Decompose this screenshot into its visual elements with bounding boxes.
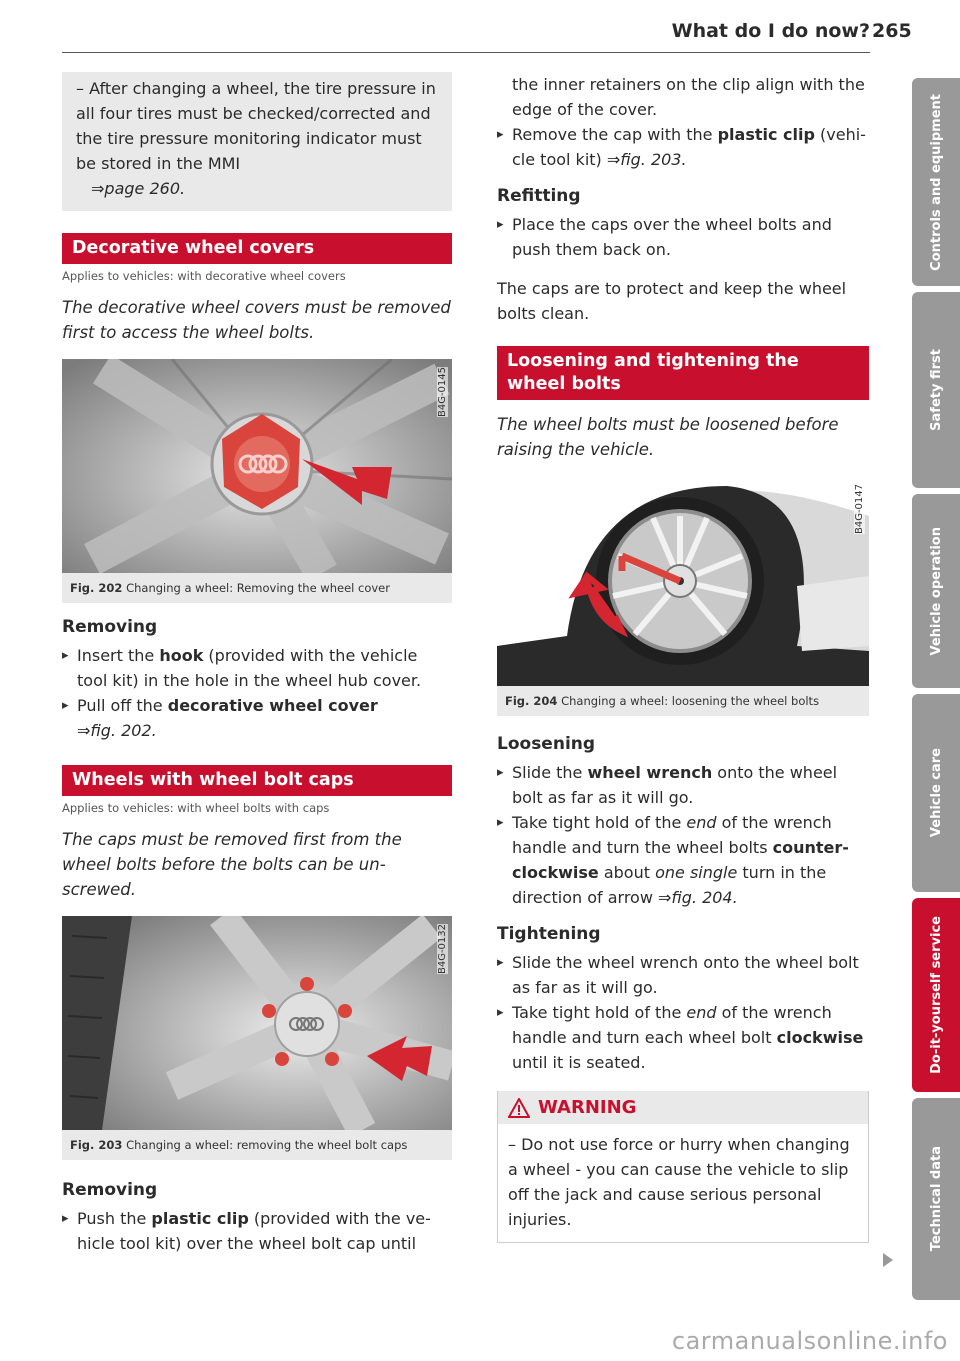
step-italic: end	[686, 1003, 717, 1022]
left-column	[62, 72, 452, 1256]
fig-202-ref[interactable]: ⇒fig. 202.	[77, 721, 157, 740]
tab-label: Safety first	[928, 349, 944, 431]
step-remove-cap	[497, 122, 869, 172]
step-italic: end	[686, 813, 717, 832]
step-bold: clockwise	[776, 1028, 864, 1047]
step-place-caps: ▸ Place the caps over the wheel bolts and push them back on.	[497, 212, 869, 262]
wrench-illustration	[497, 476, 869, 686]
step-push-clip	[62, 1206, 452, 1256]
step-text: turn in the direction of arrow	[512, 863, 827, 907]
subhead-loosening: Loosening	[497, 734, 596, 754]
figure-202	[62, 359, 452, 573]
tab-controls-and-equipment[interactable]	[912, 78, 960, 286]
step-text: Slide the	[512, 763, 588, 782]
step-text: Push the	[77, 1209, 152, 1228]
step-text: about	[598, 863, 656, 882]
warning-triangle-icon	[508, 1098, 530, 1118]
section-title-bolt-caps: Wheels with wheel bolt caps	[62, 765, 452, 796]
tab-vehicle-care[interactable]	[912, 694, 960, 892]
figure-203-caption	[62, 1130, 452, 1160]
tab-label: Do-it-yourself service	[928, 916, 944, 1074]
watermark: carmanualsonline.info	[671, 1327, 948, 1355]
figure-203	[62, 916, 452, 1130]
subhead-tightening: Tightening	[497, 924, 601, 944]
tab-label: Technical data	[928, 1146, 944, 1252]
fig-204-ref[interactable]: ⇒fig. 204.	[658, 888, 738, 907]
header-rule	[62, 52, 870, 53]
tab-vehicle-operation[interactable]	[912, 494, 960, 688]
warning-text: – Do not use force or hurry when changing a wheel - you can cause the vehicle to slip off the jack and cause serious personal injuries.	[508, 1135, 850, 1229]
subhead-refitting: Refitting	[497, 186, 581, 206]
step-text: (provided with the vehicle tool kit) in the hole in the wheel hub cover.	[77, 646, 422, 690]
tab-label: Vehicle care	[928, 748, 944, 838]
figure-202-caption	[62, 573, 452, 603]
step-slide-wrench	[497, 760, 869, 810]
step-text: Pull off the	[77, 696, 168, 715]
note-text	[76, 76, 442, 176]
continued-text: the inner retainers on the clip align with the edge of the cover.	[512, 75, 865, 119]
tire-pressure-note	[62, 72, 452, 211]
figure-code: B4G-0147	[854, 484, 865, 535]
tab-technical-data[interactable]	[912, 1098, 960, 1300]
step-text: (provided with the vehicle tool kit) over the wheel bolt cap until	[77, 1209, 431, 1253]
step-text: Take tight hold of the	[512, 813, 687, 832]
bolt-cap-illustration	[62, 916, 452, 1130]
fig-label: Fig. 204	[505, 694, 558, 708]
figure-204	[497, 476, 869, 686]
figure-code: B4G-0132	[437, 924, 448, 975]
fig-203-ref[interactable]: ⇒fig. 203.	[606, 150, 687, 169]
subhead-removing-caps: Removing	[62, 1180, 158, 1200]
warning-title: WARNING	[538, 1097, 637, 1118]
step-bold: plastic clip	[717, 125, 815, 144]
caps-purpose-text: The caps are to protect and keep the wheel bolts clean.	[497, 279, 847, 323]
step-bold: hook	[159, 646, 204, 665]
step-text: Remove the cap with the	[512, 125, 718, 144]
warning-box	[497, 1091, 869, 1243]
step-bold: decorative wheel cover	[167, 696, 378, 715]
step-slide-wrench-tighten: ▸ Slide the wheel wrench onto the wheel bolt as far as it will go.	[497, 950, 869, 1000]
warning-header	[498, 1091, 868, 1124]
applies-to-decorative: Applies to vehicles: with decorative wheel covers	[62, 269, 346, 283]
step-text: (vehicle tool kit)	[512, 125, 866, 169]
fig-label: Fig. 202	[70, 581, 123, 595]
step-turn-counterclockwise	[497, 810, 869, 910]
wheel-cover-illustration	[62, 359, 452, 573]
fig-caption-text: Changing a wheel: Removing the wheel cover	[126, 581, 390, 595]
step-bold: counterclockwise	[512, 838, 849, 882]
step-text: Insert the	[77, 646, 160, 665]
step-bold: wheel wrench	[587, 763, 713, 782]
page-number: 265	[872, 20, 912, 42]
right-column	[497, 72, 869, 1243]
note-page-ref[interactable]: ⇒page 260.	[91, 179, 186, 198]
section-title-loosening: Loosening and tightening the wheel bolts	[497, 346, 869, 400]
tab-label: Controls and equipment	[928, 93, 944, 271]
note-body: – After changing a wheel, the tire pressure in all four tires must be checked/corrected and the tire pressure monitoring indicator must be stored in the MMI	[76, 79, 436, 173]
tab-do-it-yourself-service[interactable]	[912, 898, 960, 1092]
tab-label: Vehicle operation	[928, 526, 944, 656]
step-text: of the wrench handle and turn each wheel bolt	[512, 1003, 832, 1047]
step-text: of the wrench handle and turn the wheel bolts	[512, 813, 832, 857]
step-text: onto the wheel bolt as far as it will go.	[512, 763, 838, 807]
fig-caption-text: Changing a wheel: loosening the wheel bolts	[561, 694, 820, 708]
figure-code: B4G-0145	[437, 367, 448, 418]
fig-label: Fig. 203	[70, 1138, 123, 1152]
lead-bolt-caps: The caps must be removed first from the wheel bolts before the bolts can be unscrewed.	[62, 830, 402, 899]
subhead-removing-cover: Removing	[62, 617, 158, 637]
step-pull-off-cover	[62, 693, 452, 743]
section-title-decorative-covers: Decorative wheel covers	[62, 233, 452, 264]
step-turn-clockwise	[497, 1000, 869, 1075]
note-ref[interactable]	[76, 176, 442, 201]
continued-arrow-icon	[883, 1253, 893, 1267]
figure-204-caption	[497, 686, 869, 716]
lead-loosening: The wheel bolts must be loosened before raising the vehicle.	[497, 415, 839, 459]
running-header-title: What do I do now?	[671, 20, 870, 42]
step-text: Take tight hold of the	[512, 1003, 687, 1022]
warning-body	[498, 1124, 868, 1242]
step-insert-hook	[62, 643, 452, 693]
step-text: until it is seated.	[512, 1053, 646, 1072]
step-italic: one single	[655, 863, 738, 882]
lead-decorative: The decorative wheel covers must be removed first to access the wheel bolts.	[62, 298, 451, 342]
fig-caption-text: Changing a wheel: removing the wheel bolt caps	[126, 1138, 408, 1152]
step-bold: plastic clip	[151, 1209, 249, 1228]
tab-safety-first[interactable]	[912, 292, 960, 488]
applies-to-caps: Applies to vehicles: with wheel bolts with caps	[62, 801, 330, 815]
